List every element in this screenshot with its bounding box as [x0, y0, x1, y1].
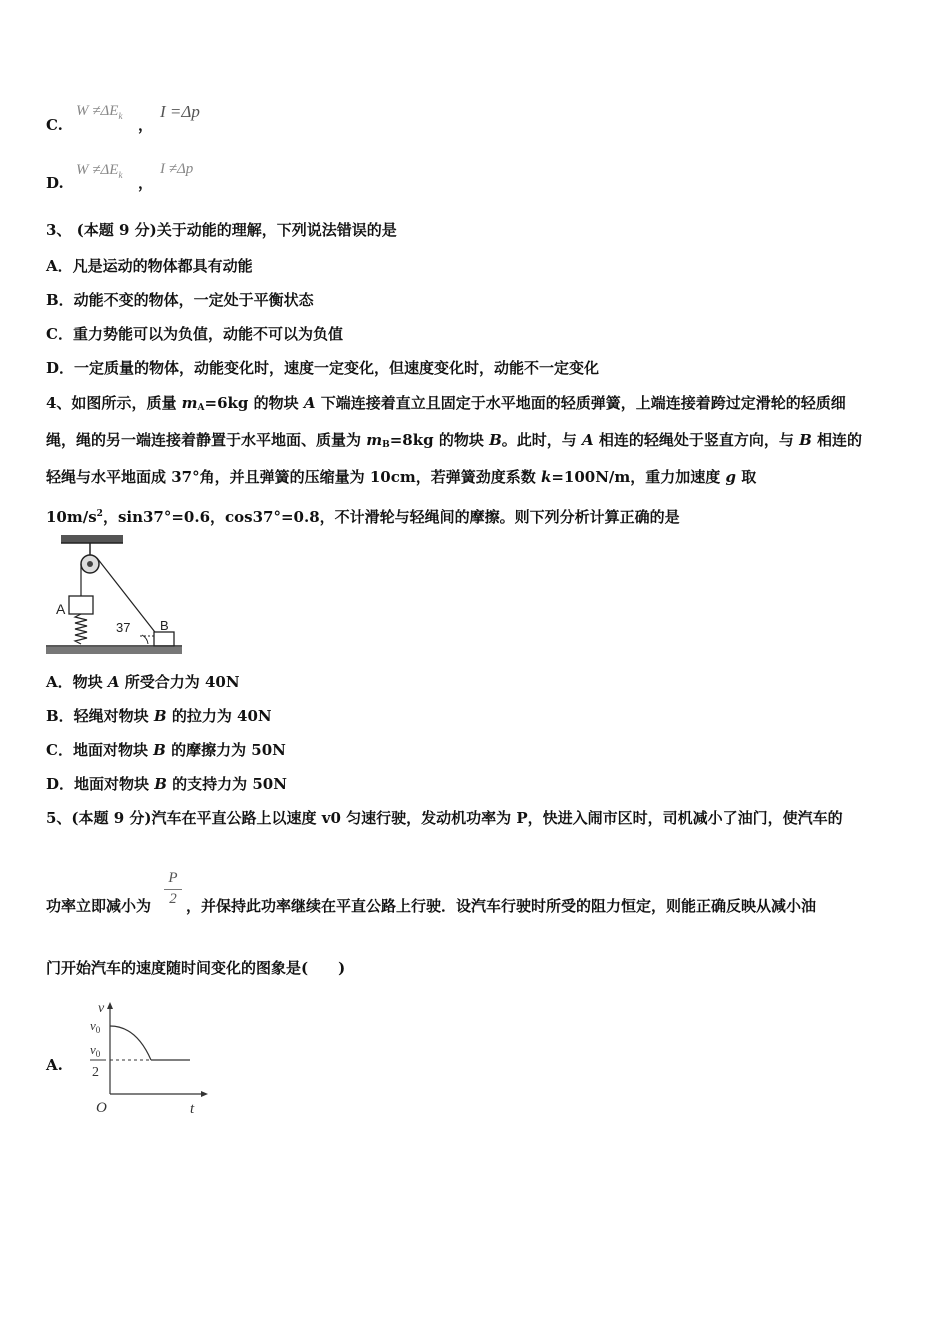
pulley-spring-figure — [44, 532, 184, 660]
option-c-label: C. — [46, 116, 63, 134]
spring — [75, 614, 87, 644]
q3-option-b: B．动能不变的物体，一定处于平衡状态 — [46, 291, 314, 309]
q4-option-b: B．轻绳对物块 B 的拉力为 40N — [46, 707, 272, 725]
label-a: A — [56, 601, 66, 617]
q4-option-d: D．地面对物块 B 的支持力为 50N — [46, 775, 287, 793]
block-b — [154, 632, 174, 646]
q4-stem-line2: 绳，绳的另一端连接着静置于水平地面、质量为 $m_B=8kg$ 的物块 B。此时，与 A 相连的轻绳处于竖直方向，与 B 相连的 — [46, 431, 862, 450]
q5-option-a-label: A. — [46, 1056, 63, 1074]
q5-stem-line3: 门开始汽车的速度随时间变化的图象是( ) — [46, 959, 346, 977]
q4-stem-line4: $10m/s^2$，sin37°=0.6，cos37°=0.8，不计滑轮与轻绳间的摩擦。则下列分析计算正确的是 — [46, 508, 680, 526]
block-a — [69, 596, 93, 614]
option-d-separator: ， — [138, 174, 154, 192]
q5-fraction-numerator: P — [168, 870, 178, 886]
q4-stem-line1: 4、如图所示，质量 $m_A=6kg$ 的物块 A 下端连接着直立且固定于水平地面的轻质弹簧，上端连接着跨过定滑轮的轻质细 — [46, 394, 846, 413]
q4-option-c: C．地面对物块 B 的摩擦力为 50N — [46, 741, 286, 759]
option-c-formula-w: $W \ne\Delta E_k$ — [76, 103, 123, 121]
q5-stem-line1: 5、(本题 9 分)汽车在平直公路上以速度 v0 匀速行驶，发动机功率为 P，快进入闹市区时，司机减小了油门，使汽车的 — [46, 809, 843, 827]
q3-stem: 3、 (本题 9 分)关于动能的理解，下列说法错误的是 — [46, 221, 397, 239]
q3-option-c: C．重力势能可以为负值，动能不可以为负值 — [46, 325, 343, 343]
decay-curve — [110, 1026, 151, 1060]
t-label: t — [190, 1101, 195, 1117]
option-d-formula-w: $W \ne\Delta E_k$ — [76, 162, 123, 180]
option-d-formula-i: I ≠Δp — [160, 161, 194, 177]
q5-fraction-denominator: 2 — [164, 889, 182, 908]
option-c-formula-i: I =Δp — [160, 102, 200, 121]
half-v0-denominator: 2 — [92, 1065, 99, 1080]
angle-label: 37 — [116, 620, 131, 635]
label-b: B — [160, 618, 169, 633]
velocity-time-graph — [84, 996, 214, 1122]
origin-label: O — [96, 1100, 107, 1116]
option-c-separator: ， — [138, 116, 154, 134]
q3-option-a: A．凡是运动的物体都具有动能 — [46, 257, 253, 275]
v-label: v — [98, 1001, 105, 1016]
q4-stem-line3: 轻绳与水平地面成 37°角，并且弹簧的压缩量为 10cm，若弹簧劲度系数 k=100N/m，重力加速度 g 取 — [46, 468, 757, 486]
q4-option-a: A．物块 A 所受合力为 40N — [46, 673, 240, 691]
q5-stem-line2b: ，并保持此功率继续在平直公路上行驶．设汽车行驶时所受的阻力恒定，则能正确反映从减小油 — [186, 897, 817, 915]
q5-stem-line2a: 功率立即减小为 — [46, 897, 152, 915]
ceiling — [61, 535, 123, 543]
q5-fraction — [164, 870, 182, 908]
half-v0-numerator: $v_0$ — [90, 1042, 101, 1059]
v0-label: $v_0$ — [90, 1018, 101, 1035]
q3-option-d: D．一定质量的物体，动能变化时，速度一定变化，但速度变化时，动能不一定变化 — [46, 359, 600, 377]
option-d-label: D. — [46, 174, 64, 192]
